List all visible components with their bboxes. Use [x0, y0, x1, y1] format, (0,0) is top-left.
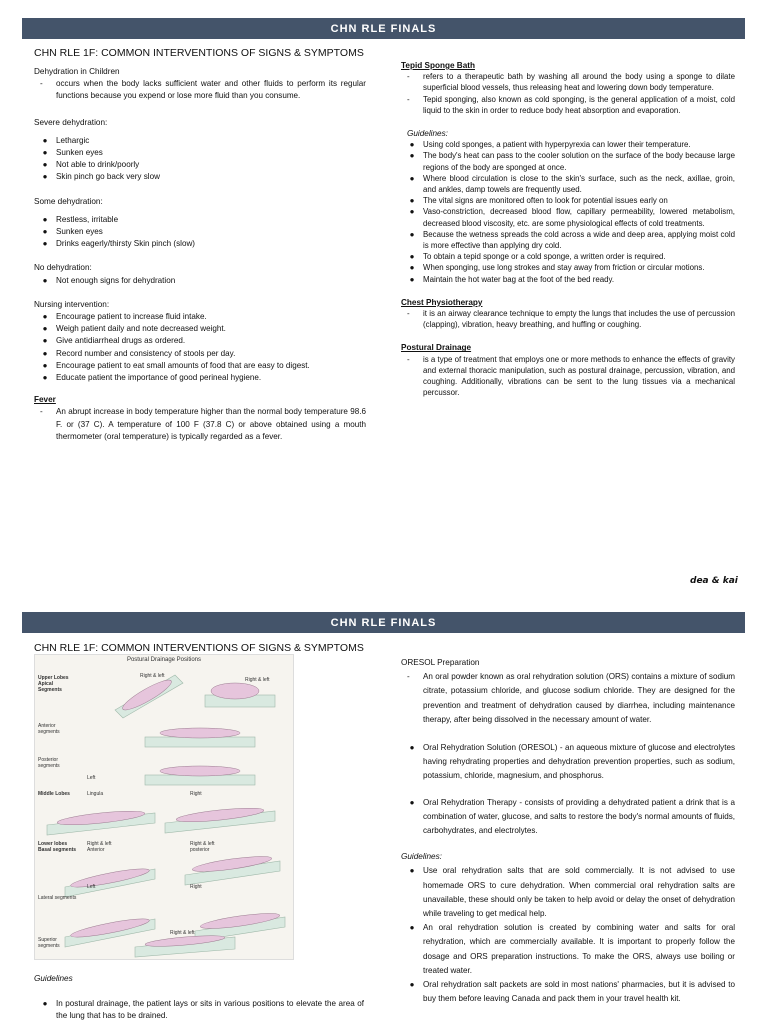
- tepid-guidelines-heading: Guidelines:: [407, 129, 448, 139]
- nursing-list: [34, 311, 366, 384]
- figure-label: Right: [190, 884, 202, 890]
- figure-label: Superior segments: [38, 937, 60, 949]
- figure-label: Left: [87, 775, 96, 781]
- list-item: ● An oral rehydration solution is created by combining water and salts for oral rehydration, which are commercially available. It is important to properly follow the dosage and ORS preparation instructions. To make the ORS, always use boiling or treated water.: [409, 923, 735, 975]
- oresol-guidelines-heading: Guidelines:: [401, 852, 442, 862]
- figure-label: Right & left posterior: [190, 841, 215, 853]
- page1-right-column: [401, 60, 735, 398]
- postural-guidelines-list: [34, 998, 364, 1023]
- list-item: ● In postural drainage, the patient lays or sits in various positions to elevate the area of the lung that has to be drained.: [42, 998, 364, 1020]
- bed-shape: [145, 775, 255, 785]
- page2-right-column: [401, 656, 735, 1006]
- page2-banner: CHN RLE FINALS: [22, 612, 745, 633]
- list-item: ● Where blood circulation is close to the skin's surface, such as the neck, axillae, groin, and ankles, damp towels are frequently used.: [409, 173, 735, 195]
- tepid-definition: - refers to a therapeutic bath by washing all around the body using a sponge to dilate superficial blood vessels, thus releasing heat and lowering down body temperature.: [407, 72, 735, 93]
- list-item: ● To obtain a tepid sponge or a cold sponge, a written order is required.: [409, 252, 666, 262]
- oresol-list: [401, 741, 735, 838]
- page2-left-column: [34, 973, 364, 1023]
- oresol-heading: ORESOL Preparation: [401, 658, 480, 667]
- list-item: ● Skin pinch go back very slow: [42, 172, 160, 182]
- list-item: ● The body's heat can pass to the cooler solution on the surface of the body because large regions of the body are sponged at once.: [409, 151, 735, 172]
- signature: dea & kai: [690, 576, 738, 586]
- figure-label: Lower lobes Basal segments: [38, 841, 77, 853]
- list-item: ● Oral Rehydration Therapy - consists of providing a dehydrated patient a drink that is a combination of water, glucose, and salts to restore the body's normal amounts of fluids, carbohydrates, and electrolytes.: [409, 797, 735, 836]
- page1-title: CHN RLE 1F: COMMON INTERVENTIONS OF SIGNS & SYMPTOMS: [34, 47, 364, 59]
- no-dehydration-list: [34, 275, 366, 287]
- figure-title: Postural Drainage Positions: [126, 657, 202, 663]
- some-heading: Some dehydration:: [34, 196, 103, 206]
- list-item: ● Sunken eyes: [42, 227, 103, 237]
- list-item: ● Restless, irritable: [42, 214, 119, 224]
- oresol-guidelines-list: [401, 864, 735, 1006]
- figure-label: Anterior segments: [38, 723, 60, 735]
- severe-list: [34, 135, 366, 184]
- figure-label: Posterior segments: [38, 757, 60, 769]
- chest-physio-definition: - it is an airway clearance technique to empty the lungs that includes the use of percussion (clapping), vibration, heavy breathing, and huffing or coughing.: [407, 309, 735, 330]
- dehydration-definition: - occurs when the body lacks sufficient water and other fluids to perform its regular functions because you expend or lose more fluid than you consume.: [40, 79, 366, 101]
- list-item: ● Oral Rehydration Solution (ORESOL) - an aqueous mixture of glucose and electrolytes having rehydrating properties and dehydration prevention properties, such as sodium, potassium, chloride, magnesium, and phosphorus.: [409, 743, 735, 781]
- severe-heading: Severe dehydration:: [34, 117, 108, 127]
- postural-drainage-figure: [34, 654, 294, 960]
- page1-banner: CHN RLE FINALS: [22, 18, 745, 39]
- page1-left-column: [34, 66, 366, 443]
- figure-label: Upper Lobes Apical Segments: [38, 675, 69, 693]
- list-item: ● Not enough signs for dehydration: [42, 275, 176, 285]
- patient-shape: [120, 676, 174, 714]
- list-item: ● Because the wetness spreads the cold across a wide and deep area, applying moist cold is more effective than applying dry cold.: [409, 229, 735, 251]
- some-list: [34, 214, 366, 251]
- list-item: ● Encourage patient to eat small amounts of food that are easy to digest.: [42, 360, 310, 370]
- list-item: ● Record number and consistency of stools per day.: [42, 348, 236, 358]
- postural-drainage-definition: - is a type of treatment that employs one or more methods to enhance the effects of gravity and external thoracic manipulation, such as postural drainage, percussion, vibration, and coughing. Additionally, vibrations can be sent to the lung tissues via a mechanical percussor.: [407, 354, 735, 398]
- tepid-sponge-heading: Tepid Sponge Bath: [401, 61, 475, 70]
- figure-label: Middle Lobes: [38, 791, 70, 797]
- figure-illustration: [35, 655, 293, 959]
- figure-label: Right & left: [140, 673, 165, 679]
- list-item: ● When sponging, use long strokes and stay away from friction or circular motions.: [409, 263, 705, 273]
- figure-label: Right: [190, 791, 202, 797]
- patient-shape: [160, 766, 240, 776]
- figure-label: Right & left: [170, 930, 195, 936]
- nursing-heading: Nursing intervention:: [34, 299, 110, 309]
- list-item: ● Weigh patient daily and note decreased weight.: [42, 324, 226, 334]
- page2-title: CHN RLE 1F: COMMON INTERVENTIONS OF SIGNS & SYMPTOMS: [34, 642, 364, 654]
- figure-label: Right & left: [245, 677, 270, 683]
- list-item: ● Vaso-constriction, decreased blood flow, capillary permeability, lowered metabolism, decreased blood viscosity, etc. are some physiological effects of cold treatments.: [409, 207, 735, 228]
- fever-definition: - An abrupt increase in body temperature higher than the normal body temperature 98.6 F. or (37 C). A temperature of 100 F (37.8 C) or above obtained using a mouth thermometer (oral temperature) is typically regarded as a fever.: [40, 407, 366, 441]
- tepid-guidelines-list: [401, 139, 735, 285]
- postural-guidelines-heading: Guidelines: [34, 974, 73, 983]
- tepid-definition: - Tepid sponging, also known as cold sponging, is the general application of a moist, cold liquid to the skin in order to reduce body heat absorption and evaporation.: [407, 94, 735, 115]
- list-item: ● Encourage patient to increase fluid intake.: [42, 312, 207, 322]
- list-item: ● Oral rehydration salt packets are sold in most nations' pharmacies, but it is advised to buy them before leaving Canada and pack them in your travel health kit.: [409, 980, 735, 1004]
- oresol-definition: - An oral powder known as oral rehydration solution (ORS) contains a mixture of sodium citrate, potassium chloride, and glucose sodium chloride. They are designed for the prevention and treatment of dehydration caused by diarrhea, including maintenance therapy, after being dissolved in the necessary amount of water.: [407, 672, 735, 724]
- figure-label: Left: [87, 884, 96, 890]
- list-item: ● Drinks eagerly/thirsty Skin pinch (slow): [42, 239, 195, 249]
- list-item: ● Using cold sponges, a patient with hyperpyrexia can lower their temperature.: [409, 140, 691, 150]
- figure-label: Lateral segments: [38, 895, 77, 901]
- list-item: ● Sunken eyes: [42, 148, 103, 158]
- list-item: ● The vital signs are monitored often to look for potential issues early on: [409, 196, 668, 206]
- bed-shape: [145, 737, 255, 747]
- list-item: ● Educate patient the importance of good perineal hygiene.: [42, 373, 262, 383]
- patient-shape: [160, 728, 240, 738]
- fever-heading: Fever: [34, 395, 56, 405]
- figure-label: Lingula: [87, 791, 104, 797]
- list-item: ● Maintain the hot water bag at the foot of the bed ready.: [409, 274, 615, 284]
- chest-physio-heading: Chest Physiotherapy: [401, 297, 483, 307]
- list-item: ● Lethargic: [42, 135, 90, 145]
- dehydration-heading: Dehydration in Children: [34, 67, 120, 76]
- no-dehydration-heading: No dehydration:: [34, 263, 92, 273]
- postural-drainage-heading: Postural Drainage: [401, 343, 472, 353]
- patient-shape: [211, 683, 259, 699]
- figure-label: Right & left Anterior: [87, 841, 112, 853]
- list-item: ● Not able to drink/poorly: [42, 160, 140, 170]
- list-item: ● Give antidiarrheal drugs as ordered.: [42, 336, 186, 346]
- list-item: ● Use oral rehydration salts that are sold commercially. It is not advised to use homemade ORS to cure dehydration. When commercial oral rehydration salts are unavailable, these should only be taken to help avoid or delay the onset of dehydration while traveling to get medical help.: [409, 866, 735, 919]
